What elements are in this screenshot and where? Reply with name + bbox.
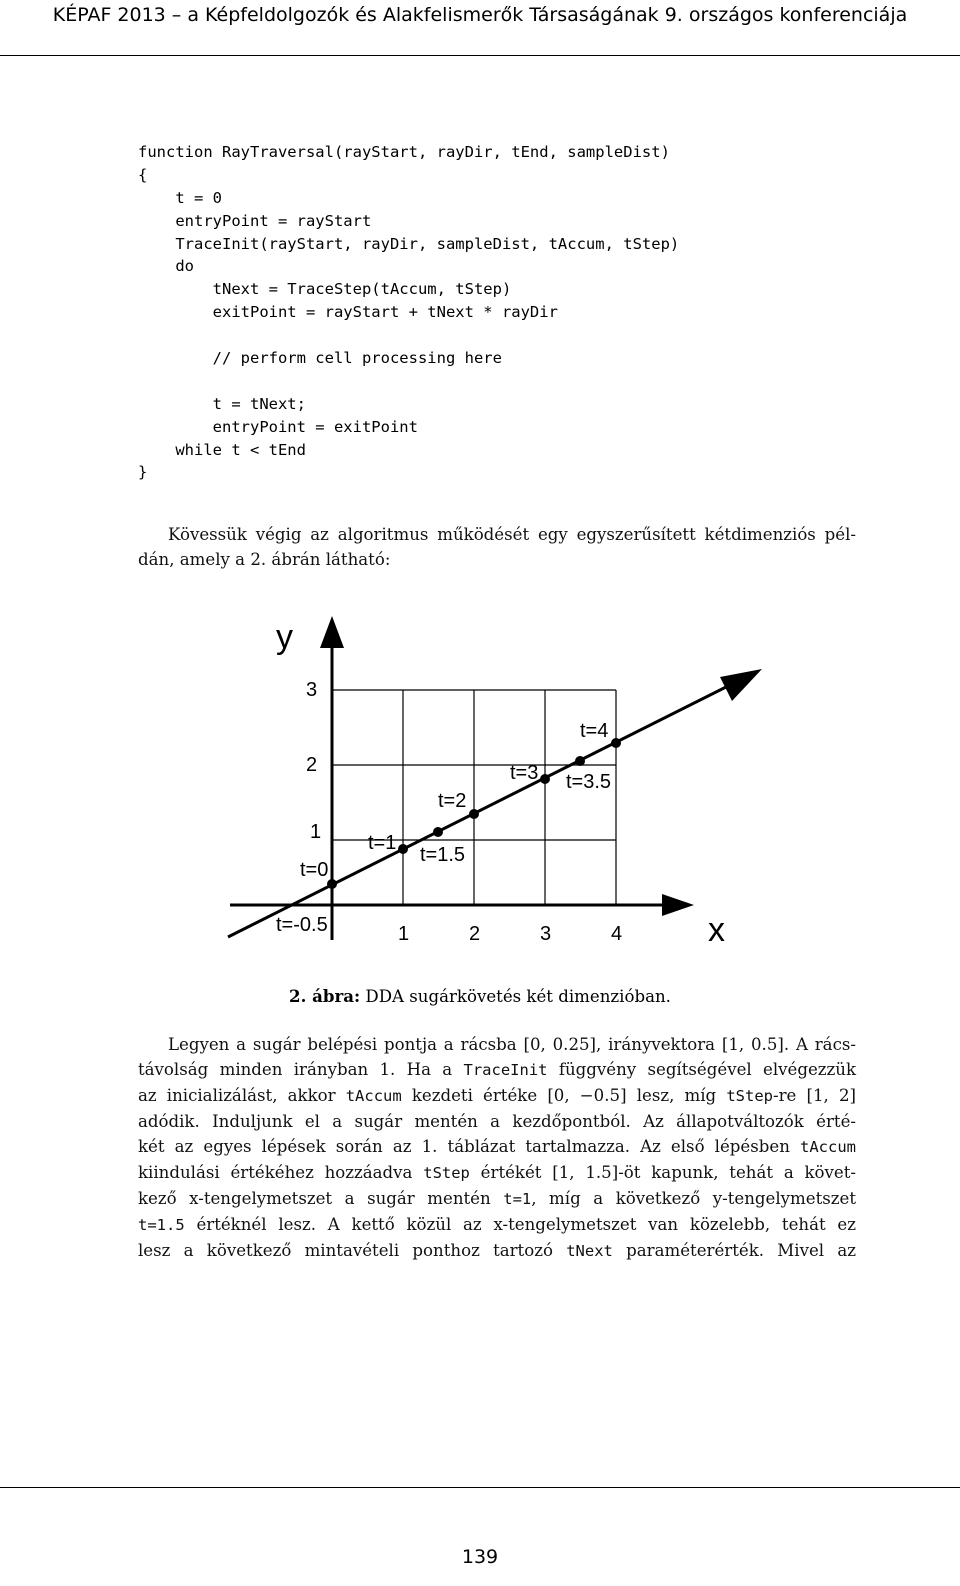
x-tick-label: 1 (398, 923, 410, 945)
inline-code: t=1.5 (138, 1216, 185, 1234)
point-t-3-5 (575, 756, 585, 766)
code-line (138, 370, 679, 393)
y-tick-label: 2 (306, 754, 318, 776)
text-run: , míg a következő y-tengelymetszet (531, 1189, 857, 1208)
x-tick-label: 2 (469, 923, 481, 945)
intro-paragraph (138, 522, 856, 572)
footer-rule (0, 1487, 960, 1586)
grid (332, 690, 616, 905)
body-line: Legyen a sugár belépési pontja a rácsba [0, 0.25], irányvektora [1, 0.5]. A rács- (168, 1035, 856, 1054)
header-title: KÉPAF 2013 – a Képfeldolgozók és Alakfelismerők Társaságának 9. országos konferenciája (52, 4, 908, 26)
body-paragraph (138, 1032, 856, 1264)
text-run: paraméterérték. Mivel az (612, 1241, 856, 1260)
point-t-3 (540, 774, 550, 784)
page-number: 139 (461, 1546, 499, 1568)
point-t-4 (611, 738, 621, 748)
text-run: -re [1, 2] (773, 1086, 856, 1105)
point-t-1 (398, 844, 408, 854)
x-tick-label: 4 (611, 923, 623, 945)
intro-line: Kövessük végig az algoritmus működését egy egyszerűsített kétdimenziós pél- (168, 525, 856, 544)
y-tick-label: 1 (310, 821, 322, 843)
body-line (138, 1160, 856, 1186)
point-t-2 (469, 809, 479, 819)
text-run: lesz a következő mintavételi ponthoz tartozó (138, 1241, 567, 1260)
t-label: t=3 (510, 762, 539, 784)
text-run: kező x-tengelymetszet a sugár mentén (138, 1189, 504, 1208)
t-label: t=0 (300, 859, 329, 881)
x-tick-label: 3 (540, 923, 552, 945)
t-label: t=3.5 (566, 771, 612, 793)
text-run: távolság minden irányban 1. Ha a (138, 1060, 464, 1079)
text-run: kiindulási értékéhez hozzáadva (138, 1163, 424, 1182)
text-run: függvény segítségével elvégezzük (547, 1060, 856, 1079)
figure-caption (0, 986, 960, 1006)
text-run: az inicializálást, akkor (138, 1086, 346, 1105)
y-tick-label: 3 (306, 679, 318, 701)
code-line: exitPoint = rayStart + tNext * rayDir (138, 303, 558, 322)
body-line (138, 1186, 856, 1212)
inline-code: tStep (726, 1087, 773, 1105)
pseudocode-block (138, 141, 679, 484)
text-run: értéknél lesz. A kettő közül az x-tengelymetszet van közelebb, tehát ez (184, 1215, 856, 1234)
text-run: kezdeti értéke [0, −0.5] lesz, míg (401, 1086, 727, 1105)
code-line: while t < tEnd (138, 440, 306, 459)
code-line: } (138, 463, 148, 482)
text-run: két az egyes lépések során az 1. táblázat tartalmazza. Az első lépésben (138, 1137, 800, 1156)
body-line (138, 1238, 856, 1264)
t-label: t=1.5 (420, 844, 466, 866)
x-axis-arrowhead (662, 894, 694, 916)
dda-figure (220, 610, 780, 960)
code-line: entryPoint = exitPoint (138, 417, 418, 436)
inline-code: tAccum (345, 1087, 402, 1105)
y-axis-arrowhead (320, 616, 344, 648)
intro-line: dán, amely a 2. ábrán látható: (138, 550, 391, 569)
code-line (138, 324, 679, 347)
code-line: entryPoint = rayStart (138, 211, 372, 230)
code-line: function RayTraversal(rayStart, rayDir, tEnd, sampleDist) (138, 143, 670, 161)
code-line: t = tNext; (138, 394, 306, 413)
t-label: t=1 (368, 832, 397, 854)
t-label: t=4 (580, 720, 609, 742)
inline-code: TraceInit (463, 1061, 548, 1079)
text-run: értékét [1, 1.5]-öt kapunk, tehát a követ- (469, 1163, 857, 1182)
point-t-1-5 (433, 827, 443, 837)
caption-text: DDA sugárkövetés két dimenzióban. (360, 987, 671, 1006)
code-line: { (138, 165, 148, 184)
point-t-0 (327, 879, 337, 889)
running-header (0, 0, 960, 56)
code-line: do (138, 257, 194, 276)
t-label: t=-0.5 (276, 914, 328, 936)
inline-code: tStep (423, 1164, 470, 1182)
code-line: TraceInit(rayStart, rayDir, sampleDist, tAccum, tStep) (138, 234, 680, 253)
body-line (138, 1083, 856, 1109)
code-line: tNext = TraceStep(tAccum, tStep) (138, 280, 512, 299)
body-line (138, 1212, 856, 1238)
body-line (138, 1057, 856, 1083)
axis-y-label: y (276, 618, 293, 656)
code-line: t = 0 (138, 188, 222, 207)
inline-code: tAccum (800, 1138, 856, 1156)
t-label: t=2 (438, 790, 467, 812)
inline-code: tNext (566, 1242, 613, 1260)
ray-arrowhead (720, 669, 762, 701)
caption-label: 2. ábra: (289, 986, 361, 1006)
body-line: adódik. Induljunk el a sugár mentén a kezdőpontból. Az állapotváltozók érté- (138, 1112, 856, 1131)
code-line: // perform cell processing here (138, 349, 502, 368)
axis-x-label: x (708, 911, 725, 949)
body-line (138, 1134, 856, 1160)
inline-code: t=1 (503, 1190, 532, 1208)
